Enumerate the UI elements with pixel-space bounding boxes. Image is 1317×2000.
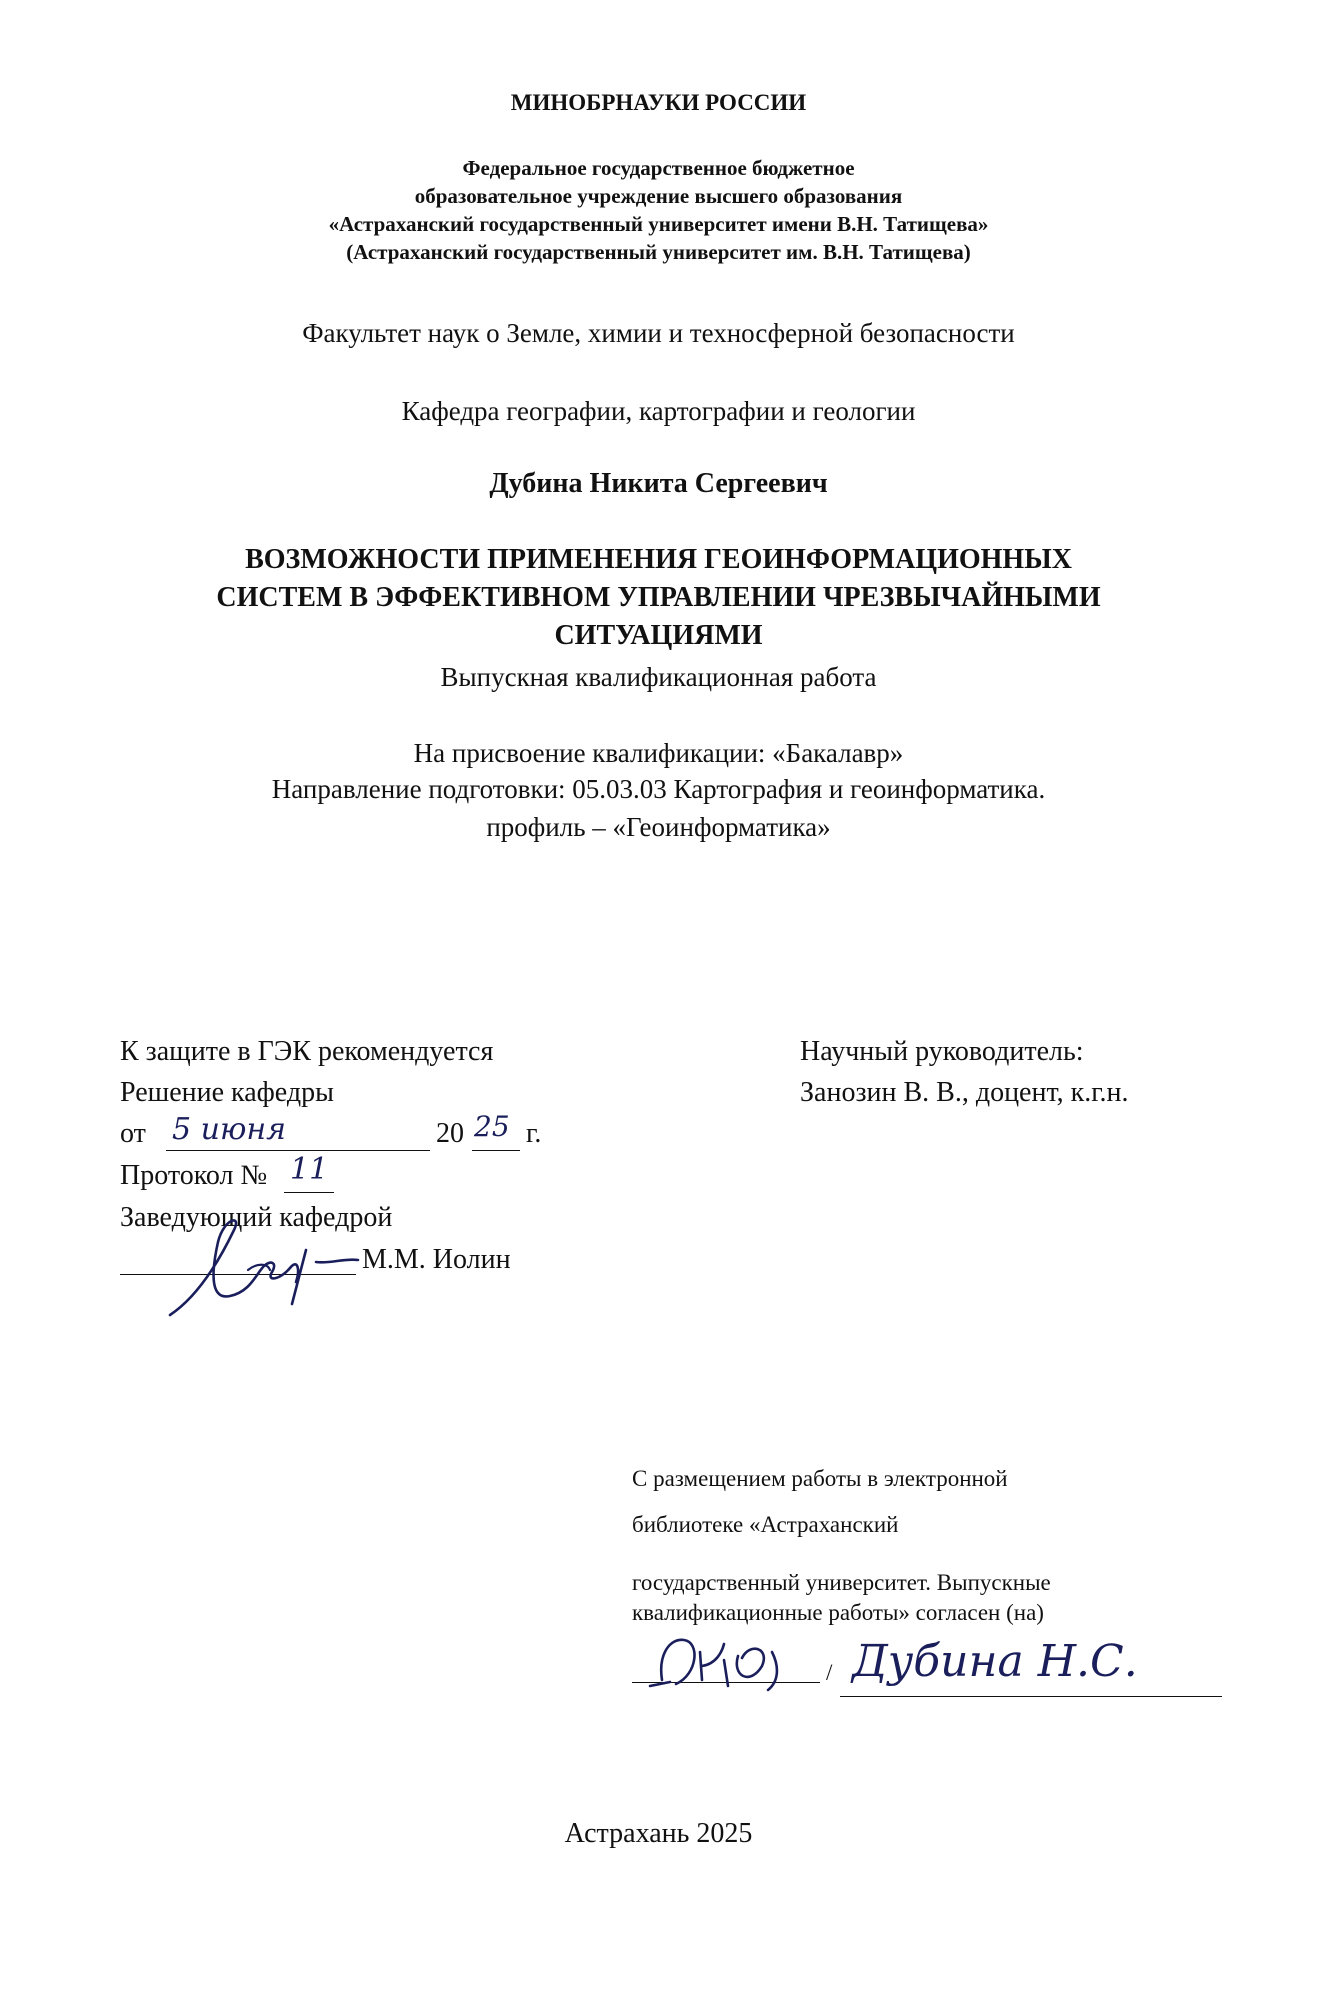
thesis-title-line-1: ВОЗМОЖНОСТИ ПРИМЕНЕНИЯ ГЕОИНФОРМАЦИОННЫХ (245, 544, 1072, 575)
qualification: На присвоение квалификации: «Бакалавр» (413, 738, 904, 768)
recommended-label: К защите в ГЭК рекомендуется (120, 1036, 494, 1067)
decision-label: Решение кафедры (120, 1077, 334, 1108)
institution-line-3: «Астраханский государственный университет имени В.Н. Татищева» (328, 212, 989, 236)
head-of-department-name: М.М. Иолин (362, 1244, 511, 1275)
consent-separator: / (826, 1660, 833, 1685)
department-name: Кафедра географии, картографии и геологии (401, 396, 916, 426)
protocol-line (284, 1192, 334, 1193)
consent-name-line (840, 1696, 1222, 1697)
thesis-title-line-2: СИСТЕМ В ЭФФЕКТИВНОМ УПРАВЛЕНИИ ЧРЕЗВЫЧАЙНЫМИ (216, 582, 1101, 613)
institution-line-1: Федеральное государственное бюджетное (462, 156, 855, 180)
study-profile: профиль – «Геоинформатика» (486, 812, 831, 842)
head-of-department-label: Заведующий кафедрой (120, 1202, 393, 1233)
consent-line-2: библиотеке «Астраханский (632, 1512, 899, 1537)
year-line (472, 1150, 520, 1151)
protocol-label: Протокол № (120, 1160, 268, 1191)
student-signature (640, 1630, 820, 1700)
study-direction: Направление подготовки: 05.03.03 Картография и геоинформатика. (271, 774, 1046, 804)
work-type: Выпускная квалификационная работа (440, 662, 877, 692)
author-name: Дубина Никита Сергеевич (489, 468, 828, 499)
protocol-number-handwritten: 11 (290, 1152, 329, 1187)
consent-line-1: С размещением работы в электронной (632, 1466, 1008, 1491)
date-line (166, 1150, 430, 1151)
year-prefix: 20 (436, 1118, 464, 1149)
year-suffix: г. (526, 1118, 542, 1149)
faculty-name: Факультет наук о Земле, химии и техносферной безопасности (302, 318, 1015, 348)
institution-line-2: образовательное учреждение высшего образования (414, 184, 903, 208)
supervisor-name: Занозин В. В., доцент, к.г.н. (800, 1077, 1129, 1108)
consent-line-3: государственный университет. Выпускные (632, 1570, 1051, 1595)
date-handwritten: 5 июня (172, 1112, 286, 1147)
consent-name-handwritten: Дубина Н.С. (852, 1636, 1138, 1687)
thesis-title-line-3: СИТУАЦИЯМИ (554, 620, 763, 651)
consent-line-4: квалификационные работы» согласен (на) (632, 1600, 1044, 1625)
institution-line-4: (Астраханский государственный университет им. В.Н. Татищева) (346, 240, 971, 264)
date-prefix: от (120, 1118, 146, 1149)
city-year: Астрахань 2025 (564, 1818, 753, 1849)
ministry-name: МИНОБРНАУКИ РОССИИ (510, 90, 807, 115)
year-handwritten: 25 (474, 1110, 510, 1143)
head-signature (140, 1200, 370, 1330)
supervisor-label: Научный руководитель: (800, 1036, 1084, 1067)
